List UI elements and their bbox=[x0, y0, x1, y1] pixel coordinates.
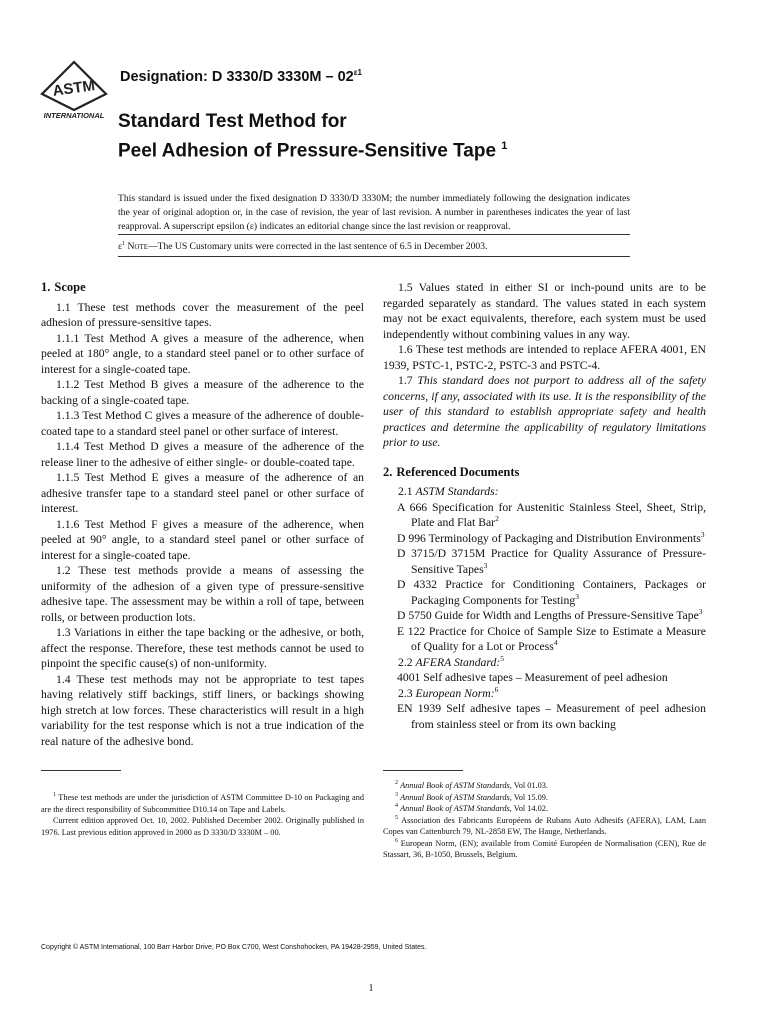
footnote-1 bbox=[41, 792, 364, 815]
paragraph-1-5: 1.5 Values stated in either SI or inch-pound units are to be regarded separately as standard. The values stated in each system may not be exact equivalents, therefore, each system must be used independently without combining values in any way. bbox=[383, 281, 706, 341]
designation-epsilon: ε1 bbox=[353, 68, 362, 77]
note-label: Note bbox=[127, 241, 148, 253]
footnote-text: These test methods are under the jurisdiction of ASTM Committee D-10 on Packaging and are the direct responsibility of Subcommittee D10.14 on Tape and Labels. bbox=[41, 793, 364, 814]
footnote-text: , Vol 01.03. bbox=[509, 781, 548, 790]
footnote-divider bbox=[383, 770, 463, 771]
paragraph-1-1-3: 1.1.3 Test Method C gives a measure of the adherence of double-coated tape to a standard steel panel or other surface of interest. bbox=[41, 409, 364, 438]
ref-d5750 bbox=[383, 608, 706, 624]
footnotes-left bbox=[41, 792, 364, 838]
footnote-mark: 3 bbox=[395, 791, 398, 798]
title-footnote-mark: 1 bbox=[501, 140, 508, 152]
subsection-label: AFERA Standard: bbox=[415, 655, 501, 669]
title-line-2-text: Peel Adhesion of Pressure-Sensitive Tape bbox=[118, 140, 497, 162]
ref-text: D 3715/D 3715M Practice for Quality Assurance of Pressure-Sensitive Tapes bbox=[397, 547, 706, 576]
ref-text: E 122 Practice for Choice of Sample Size to Estimate a Measure of Quality for a Lot or Process bbox=[397, 624, 706, 653]
paragraph-1-7 bbox=[383, 373, 706, 451]
footnote-edition bbox=[41, 815, 364, 838]
logo-subtext: INTERNATIONAL bbox=[43, 111, 105, 120]
subsection-number: 2.3 bbox=[398, 686, 413, 700]
footnote-mark: 5 bbox=[500, 653, 505, 663]
subsection-2-3 bbox=[383, 686, 706, 702]
footnote-mark: 2 bbox=[395, 780, 398, 787]
divider bbox=[118, 256, 630, 257]
footnote-source: Annual Book of ASTM Standards bbox=[400, 804, 510, 813]
section-number: 2. bbox=[383, 464, 393, 479]
paragraph-1-3: 1.3 Variations in either the tape backing or the adhesive, or both, affect the response. Therefore, these test methods cannot be used to pinpoint the specific cause(s) of non-uniformity. bbox=[41, 626, 364, 670]
ref-afera-4001: 4001 Self adhesive tapes – Measurement of peel adhesion bbox=[397, 671, 668, 684]
paragraph-1-1-4: 1.1.4 Test Method D gives a measure of the adherence of the release liner to the adhesive of either single- or double-coated tape. bbox=[41, 440, 364, 469]
footnote-mark: 6 bbox=[494, 684, 499, 694]
title-line-1: Standard Test Method for bbox=[118, 111, 347, 132]
footnote-6 bbox=[383, 838, 706, 861]
designation-text: Designation: D 3330/D 3330M – 02 bbox=[120, 68, 354, 85]
section-title: Scope bbox=[54, 280, 86, 294]
footnote-2 bbox=[383, 780, 706, 792]
ref-text: A 666 Specification for Austenitic Stainless Steel, Sheet, Strip, Plate and Flat Bar bbox=[397, 500, 706, 529]
footnote-mark: 4 bbox=[553, 638, 558, 648]
footnote-mark: 3 bbox=[483, 560, 488, 570]
ref-d996 bbox=[383, 531, 706, 547]
paragraph-1-6: 1.6 These test methods are intended to replace AFERA 4001, EN 1939, PSTC-1, PSTC-2, PSTC-3 and PSTC-4. bbox=[383, 343, 706, 372]
left-column bbox=[41, 280, 364, 749]
ref-a666 bbox=[383, 500, 706, 531]
subsection-number: 2.2 bbox=[398, 655, 413, 669]
paragraph-1-1-2: 1.1.2 Test Method B gives a measure of the adherence to the backing of a single-coated tape. bbox=[41, 378, 364, 407]
footnote-divider bbox=[41, 770, 121, 771]
section-2-heading bbox=[383, 465, 706, 481]
paragraph-1-2: 1.2 These test methods provide a means of assessing the uniformity of the adhesion of a given type of pressure-sensitive adhesive tape. The assessment may be within a roll of tape, between rolls, or between production lots. bbox=[41, 564, 364, 624]
note-mark-sup: 1 bbox=[122, 241, 126, 247]
ref-en-1939: EN 1939 Self adhesive tapes – Measurement of peel adhesion from stainless steel or from its own backing bbox=[397, 702, 706, 731]
footnote-4 bbox=[383, 803, 706, 815]
paragraph-number: 1.7 bbox=[398, 374, 413, 387]
intro-paragraph: This standard is issued under the fixed designation D 3330/D 3330M; the number immediately following the designation indicates the year of original adoption or, in the case of revision, the year of last revision. A number in parentheses indicates the year of last reapproval. A superscript epsilon (ε) indicates an editorial change since the last revision or reapproval. bbox=[118, 193, 630, 232]
footnote-5 bbox=[383, 815, 706, 838]
paragraph-1-1: 1.1 These test methods cover the measurement of the peel adhesion of pressure-sensitive tapes. bbox=[41, 300, 364, 329]
ref-d4332 bbox=[383, 577, 706, 608]
footnote-text: Current edition approved Oct. 10, 2002. Published December 2002. Originally published in 1976. Last previous edition approved in 2000 as D 3330/D 3330M – 00. bbox=[41, 816, 364, 837]
subsection-label: European Norm: bbox=[415, 686, 495, 700]
astm-logo bbox=[36, 60, 112, 120]
footnote-mark: 4 bbox=[395, 803, 398, 810]
footnote-source: Annual Book of ASTM Standards bbox=[400, 792, 510, 802]
subsection-2-2 bbox=[383, 655, 706, 671]
ref-d3715 bbox=[383, 546, 706, 577]
subsection-label: ASTM Standards: bbox=[415, 485, 499, 498]
footnote-mark: 5 bbox=[395, 814, 398, 821]
ref-text: D 5750 Guide for Width and Lengths of Pressure-Sensitive Tape bbox=[397, 609, 699, 622]
paragraph-1-1-6: 1.1.6 Test Method F gives a measure of the adherence, when peeled at 90° angle, to a standard steel panel or other surface of interest for a single-coated tape. bbox=[41, 517, 364, 562]
subsection-number: 2.1 bbox=[398, 485, 413, 498]
footnote-mark: 6 bbox=[395, 837, 398, 844]
paragraph-1-4: 1.4 These test methods may not be appropriate to test tapes having relatively stiff backings, stiff liners, or backings showing high stretch at low forces. These characteristics will result in a high variability for the test response which is not a true indication of the real nature of the adhesive bond. bbox=[41, 672, 364, 748]
note-text: —The US Customary units were corrected in the last sentence of 6.5 in December 2003. bbox=[147, 241, 488, 253]
page-number: 1 bbox=[368, 983, 374, 994]
ref-e122 bbox=[383, 624, 706, 655]
paragraph-1-1-1: 1.1.1 Test Method A gives a measure of the adherence, when peeled at 180° angle, to a standard steel panel or to other surface of interest for a single-coated tape. bbox=[41, 331, 364, 376]
footnote-mark: 2 bbox=[495, 514, 499, 524]
footnote-3 bbox=[383, 792, 706, 804]
document-title bbox=[118, 110, 678, 163]
paragraph-1-7-text: This standard does not purport to address all of the safety concerns, if any, associated with its use. It is the responsibility of the user of this standard to establish appropriate safety and health practices and determine the applicability of regulatory limitations prior to use. bbox=[383, 374, 706, 449]
divider bbox=[118, 234, 630, 235]
footnote-text: , Vol 14.02. bbox=[509, 804, 548, 813]
subsection-2-1 bbox=[383, 484, 706, 500]
footnote-mark: 3 bbox=[700, 529, 705, 539]
copyright-notice: Copyright © ASTM International, 100 Barr Harbor Drive, PO Box C700, West Conshohocken, PA 19428-2959, United States. bbox=[41, 944, 427, 951]
paragraph-1-1-5: 1.1.5 Test Method E gives a measure of the adherence of an adhesive transfer tape to a standard steel panel or other surface of interest. bbox=[41, 471, 364, 515]
note-mark: ε bbox=[118, 241, 123, 253]
logo-text: ASTM bbox=[51, 77, 97, 100]
section-number: 1. bbox=[41, 280, 51, 294]
footnotes-right bbox=[383, 780, 706, 861]
ref-text: D 4332 Practice for Conditioning Containers, Packages or Packaging Components for Testing bbox=[397, 578, 706, 607]
footnote-source: Annual Book of ASTM Standards bbox=[400, 781, 510, 790]
footnote-mark: 3 bbox=[698, 607, 703, 617]
footnote-text: European Norm, (EN); available from Comité Européen de Normalisation (CEN), Rue de Stassart, 36, B-1050, Brussels, Belgium. bbox=[383, 838, 707, 859]
designation bbox=[120, 68, 362, 85]
right-column bbox=[383, 280, 706, 732]
footnote-mark: 3 bbox=[575, 591, 579, 601]
section-title: Referenced Documents bbox=[396, 464, 520, 479]
section-1-heading bbox=[41, 280, 364, 296]
footnote-text: , Vol 15.09. bbox=[509, 792, 548, 802]
footnote-mark: 1 bbox=[53, 792, 56, 799]
footnote-text: Association des Fabricants Européens de Rubans Auto Adhesifs (AFERA), LAM, Laan Copes van Cattenburch 79, NL-2858 EW, The Hauge, Netherlands. bbox=[383, 815, 706, 836]
editorial-note bbox=[118, 238, 630, 253]
title-line-2 bbox=[118, 134, 678, 163]
ref-text: D 996 Terminology of Packaging and Distribution Environments bbox=[397, 531, 701, 545]
